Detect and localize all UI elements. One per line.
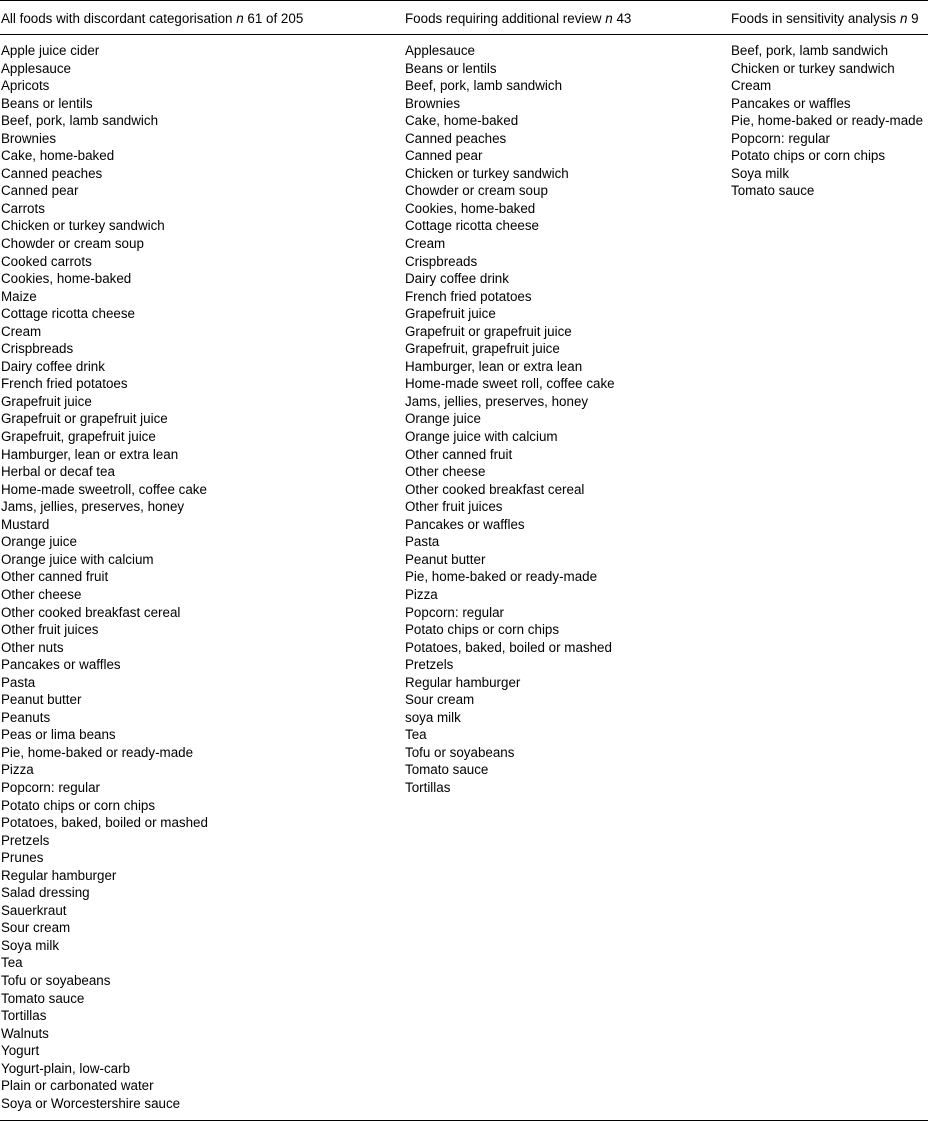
food-item: Potato chips or corn chips <box>1 797 156 813</box>
column-header-n-value: 9 <box>911 11 919 26</box>
food-item: Pie, home-baked or ready-made <box>731 113 924 129</box>
food-item: Home-made sweetroll, coffee cake <box>1 481 207 497</box>
food-item: Pancakes or waffles <box>405 516 525 532</box>
food-item: Sauerkraut <box>1 902 67 918</box>
food-item: Grapefruit, grapefruit juice <box>405 341 560 357</box>
food-item: Chowder or cream soup <box>1 236 144 252</box>
table-header-rule <box>0 34 928 35</box>
food-item: Other fruit juices <box>405 499 503 515</box>
food-item: soya milk <box>405 709 461 725</box>
food-item: Chowder or cream soup <box>405 183 548 199</box>
food-item: Plain or carbonated water <box>1 1078 154 1094</box>
food-item: Chicken or turkey sandwich <box>405 165 569 181</box>
food-item: Regular hamburger <box>405 674 521 690</box>
food-item: Potato chips or corn chips <box>731 148 886 164</box>
food-item: Other fruit juices <box>1 622 99 638</box>
food-item: Crispbreads <box>405 253 478 269</box>
food-item: Potato chips or corn chips <box>405 622 560 638</box>
column-header-n-label: n <box>236 11 244 26</box>
food-item: Sour cream <box>405 692 475 708</box>
food-item: Cream <box>731 78 772 94</box>
table-bottom-rule <box>0 1120 928 1121</box>
food-item: Pretzels <box>1 832 50 848</box>
food-item: Jams, jellies, preserves, honey <box>1 499 185 515</box>
food-item: Mustard <box>1 516 50 532</box>
column-header-title: All foods with discordant categorisation <box>1 11 233 26</box>
food-item: Pasta <box>1 674 36 690</box>
food-item: Tofu or soyabeans <box>1 972 111 988</box>
food-item: Orange juice with calcium <box>1 551 154 567</box>
food-item: Peanut butter <box>1 692 82 708</box>
food-item: Hamburger, lean or extra lean <box>1 446 179 462</box>
food-item: Pancakes or waffles <box>1 657 121 673</box>
food-item: Carrots <box>1 200 45 216</box>
food-item: Tomato sauce <box>731 183 815 199</box>
food-item: Cooked carrots <box>1 253 92 269</box>
food-item: Other cheese <box>1 586 82 602</box>
table-top-rule <box>0 0 928 1</box>
food-item: Pancakes or waffles <box>731 95 851 111</box>
food-item: Jams, jellies, preserves, honey <box>405 393 589 409</box>
food-item: Cake, home-baked <box>405 113 519 129</box>
food-item: Apple juice cider <box>1 43 100 58</box>
food-item: Applesauce <box>1 60 71 76</box>
food-item: Grapefruit or grapefruit juice <box>1 411 168 427</box>
food-item: Beef, pork, lamb sandwich <box>1 113 159 129</box>
food-item: Canned peaches <box>1 165 103 181</box>
food-item: Cream <box>1 323 42 339</box>
food-item: Pretzels <box>405 657 454 673</box>
food-item: Crispbreads <box>1 341 74 357</box>
food-item: Yogurt <box>1 1043 40 1059</box>
food-item: Sour cream <box>1 920 71 936</box>
food-item: Popcorn: regular <box>1 779 100 795</box>
food-item: Hamburger, lean or extra lean <box>405 358 583 374</box>
food-item: Tomato sauce <box>405 762 489 778</box>
column-discordant-list <box>1 42 208 1112</box>
food-item: Cookies, home-baked <box>405 200 536 216</box>
food-item: Popcorn: regular <box>731 130 830 146</box>
column-header-n-value: 61 of 205 <box>247 11 304 26</box>
food-item: Soya or Worcestershire sauce <box>1 1095 181 1111</box>
food-item: Popcorn: regular <box>405 604 504 620</box>
food-item: Other canned fruit <box>405 446 513 462</box>
food-item: Tofu or soyabeans <box>405 744 515 760</box>
food-item: Peas or lima beans <box>1 727 116 743</box>
food-item: Beans or lentils <box>1 95 93 111</box>
food-item: Orange juice <box>1 534 77 550</box>
column-header-title: Foods in sensitivity analysis <box>731 11 897 26</box>
food-item: Soya milk <box>731 165 790 181</box>
column-additional-review-list <box>405 42 615 797</box>
food-item: Tea <box>1 955 23 971</box>
food-item: Potatoes, baked, boiled or mashed <box>1 815 208 831</box>
food-item: Home-made sweet roll, coffee cake <box>405 376 615 392</box>
food-item: Canned pear <box>1 183 79 199</box>
food-item: Dairy coffee drink <box>405 271 509 287</box>
column-header-discordant <box>1 10 303 27</box>
food-item: Dairy coffee drink <box>1 358 105 374</box>
food-item: Other cooked breakfast cereal <box>405 481 585 497</box>
food-item: French fried potatoes <box>1 376 128 392</box>
food-item: Chicken or turkey sandwich <box>1 218 165 234</box>
food-item: Grapefruit, grapefruit juice <box>1 429 156 445</box>
food-item: Other canned fruit <box>1 569 109 585</box>
food-item: Prunes <box>1 850 44 866</box>
food-item: Pie, home-baked or ready-made <box>405 569 598 585</box>
food-item: Beef, pork, lamb sandwich <box>405 78 563 94</box>
food-item: Yogurt-plain, low-carb <box>1 1060 131 1076</box>
food-item: Cottage ricotta cheese <box>1 306 135 322</box>
food-item: Orange juice <box>405 411 481 427</box>
food-item: Canned pear <box>405 148 483 164</box>
column-header-n-label: n <box>605 11 613 26</box>
food-item: Walnuts <box>1 1025 49 1041</box>
food-item: Tortillas <box>1 1008 47 1024</box>
food-item: Brownies <box>405 95 461 111</box>
food-item: Apricots <box>1 78 50 94</box>
food-item: Pizza <box>1 762 34 778</box>
food-item: Soya milk <box>1 937 60 953</box>
food-item: Tea <box>405 727 427 743</box>
food-item: Pasta <box>405 534 440 550</box>
food-item: Tortillas <box>405 779 451 795</box>
food-item: Tomato sauce <box>1 990 85 1006</box>
food-item: Applesauce <box>405 43 475 58</box>
food-item: Cake, home-baked <box>1 148 115 164</box>
food-item: French fried potatoes <box>405 288 532 304</box>
column-header-n-value: 43 <box>616 11 632 26</box>
food-item: Other cheese <box>405 464 486 480</box>
column-header-title: Foods requiring additional review <box>405 11 602 26</box>
food-item: Beef, pork, lamb sandwich <box>731 43 889 58</box>
column-header-additional-review <box>405 10 631 27</box>
food-item: Peanut butter <box>405 551 486 567</box>
food-item: Beans or lentils <box>405 60 497 76</box>
food-item: Brownies <box>1 130 57 146</box>
food-item: Cottage ricotta cheese <box>405 218 539 234</box>
food-item: Potatoes, baked, boiled or mashed <box>405 639 612 655</box>
column-sensitivity-analysis-list <box>731 42 923 200</box>
food-item: Peanuts <box>1 709 51 725</box>
food-item: Canned peaches <box>405 130 507 146</box>
food-item: Cream <box>405 236 446 252</box>
food-item: Other nuts <box>1 639 64 655</box>
column-header-sensitivity-analysis <box>731 10 919 27</box>
food-item: Salad dressing <box>1 885 90 901</box>
food-item: Herbal or decaf tea <box>1 464 115 480</box>
food-item: Grapefruit juice <box>1 393 92 409</box>
food-item: Grapefruit juice <box>405 306 496 322</box>
food-item: Regular hamburger <box>1 867 117 883</box>
column-header-n-label: n <box>899 11 908 26</box>
food-item: Pie, home-baked or ready-made <box>1 744 194 760</box>
food-item: Maize <box>1 288 37 304</box>
food-item: Other cooked breakfast cereal <box>1 604 181 620</box>
food-item: Cookies, home-baked <box>1 271 132 287</box>
food-item: Pizza <box>405 586 438 602</box>
food-item: Orange juice with calcium <box>405 429 558 445</box>
food-item: Chicken or turkey sandwich <box>731 60 895 76</box>
food-item: Grapefruit or grapefruit juice <box>405 323 572 339</box>
